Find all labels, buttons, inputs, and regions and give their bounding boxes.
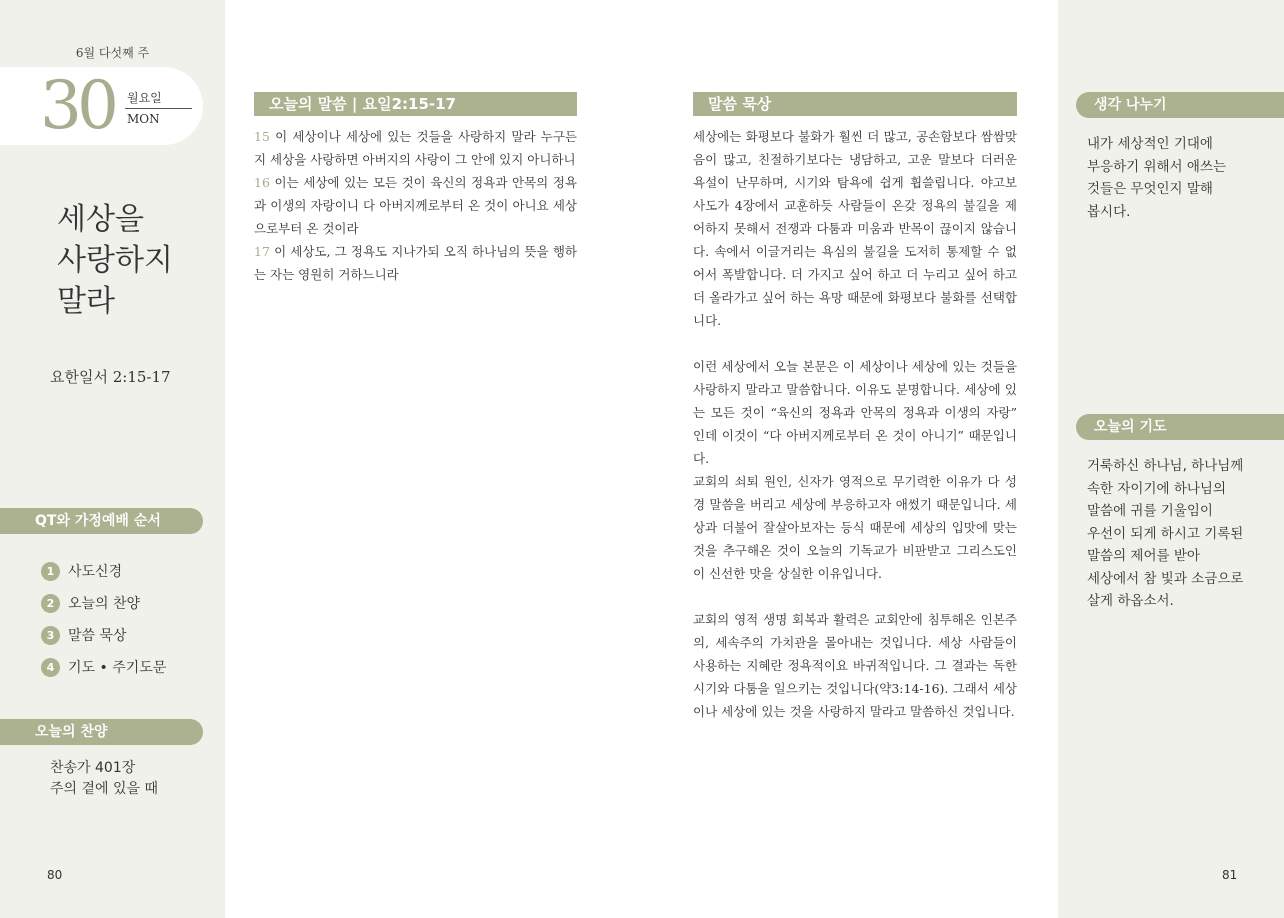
meditation-paragraph: 교회의 쇠퇴 원인, 신자가 영적으로 무기력한 이유가 다 성경 말씀을 버리고 세상에 부응하고자 애썼기 때문입니다. 세상과 더불어 잘살아보자는 등식 때문에 세상의 입맛에 맞는 것을 추구해온 것이 오늘의 기독교가 비판받고 그리스도인이 신선한 맛을 상실한 이유입니다.	[693, 474, 1017, 581]
weekday-english: MON	[127, 112, 160, 126]
verse-text: 이 세상도, 그 정욕도 지나가되 오직 하나님의 뜻을 행하는 자는 영원히 거하느니라	[254, 244, 577, 282]
page-number-left: 80	[47, 868, 63, 882]
verse-text: 이 세상이나 세상에 있는 것들을 사랑하지 말라 누구든지 세상을 사랑하면 아버지의 사랑이 그 안에 있지 아니하니	[254, 129, 577, 167]
scripture-reference: 요한일서 2:15-17	[50, 368, 171, 386]
today-word-header: 오늘의 말씀 | 요일2:15-17	[254, 92, 577, 116]
meditation-paragraph: 세상에는 화평보다 불화가 훨씬 더 많고, 공손함보다 쌈쌈맞음이 많고, 친절하기보다는 냉담하고, 고운 말보다 더러운 욕설이 난무하며, 시기와 탐욕에 쉽게 휩쓸립니다. 야고보 사도가 4장에서 교훈하듯 사람들이 온갖 정욕의 불길을 제어하지 못해서 전쟁과 다툼과 미움과 반목이 끊이지 않습니다. 속에서 이글거리는 욕심의 불길을 도저히 통제할 수 없어서 폭발합니다. 더 가지고 싶어 하고 더 누리고 싶어 하고 더 올라가고 싶어 하는 욕망 때문에 화평보다 불화를 선택합니다.	[693, 129, 1017, 328]
verse-number: 17	[254, 244, 270, 259]
share-text: 내가 세상적인 기대에 부응하기 위해서 애쓰는 것들은 무엇인지 말해 봅시다.	[1087, 136, 1226, 220]
list-item	[41, 619, 166, 651]
order-number-badge: 4	[41, 658, 60, 677]
meditation-paragraph: 이런 세상에서 오늘 본문은 이 세상이나 세상에 있는 것들을 사랑하지 말라고 말씀합니다. 이유도 분명합니다. 세상에 있는 모든 것이 “육신의 정욕과 안목의 정욕과 이생의 자랑” 인데 이것이 “다 아버지께로부터 온 것이 아니기” 때문입니다.	[693, 359, 1017, 466]
prayer-text: 거룩하신 하나님, 하나님께 속한 자이기에 하나님의 말씀에 귀를 기울임이 우선이 되게 하시고 기록된 말씀의 제어를 받아 세상에서 참 빛과 소금으로 살게 하옵소서.	[1087, 458, 1244, 609]
order-item-label: 사도신경	[68, 564, 123, 580]
page-number-right: 81	[1222, 868, 1238, 882]
meditation-paragraph: 교회의 영적 생명 회복과 활력은 교회안에 침투해온 인본주의, 세속주의 가치관을 몰아내는 것입니다. 세상 사람들이 사용하는 지혜란 정욕적이요 바귀적입니다. 그 결과는 독한 시기와 다툼을 일으키는 것입니다(약3:14-16). 그래서 세상이나 세상에 있는 것을 사랑하지 말라고 말씀하신 것입니다.	[693, 612, 1017, 719]
order-item-label: 말씀 묵상	[68, 628, 127, 644]
date-badge	[0, 67, 203, 145]
order-number-badge: 1	[41, 562, 60, 581]
order-item-label: 오늘의 찬양	[68, 596, 141, 612]
hymn-info	[50, 758, 158, 800]
order-list	[41, 555, 166, 683]
verse-number: 15	[254, 129, 270, 144]
hymn-header: 오늘의 찬양	[0, 719, 203, 745]
order-header: QT와 가정예배 순서	[0, 508, 203, 534]
scripture-verses	[254, 125, 577, 286]
verse-text: 이는 세상에 있는 모든 것이 육신의 정욕과 안목의 정욕과 이생의 자랑이니 다 아버지께로부터 온 것이 아니요 세상으로부터 온 것이라	[254, 175, 577, 236]
meditation-body	[693, 125, 1017, 723]
list-item	[41, 555, 166, 587]
meditation-header: 말씀 묵상	[693, 92, 1017, 116]
page-title: 세상을 사랑하지 말라	[57, 202, 173, 319]
order-item-label: 기도 • 주기도문	[68, 660, 167, 676]
order-number-badge: 3	[41, 626, 60, 645]
list-item	[41, 651, 166, 683]
weekday-korean: 월요일	[127, 91, 162, 105]
date-number: 30	[40, 67, 114, 144]
order-number-badge: 2	[41, 594, 60, 613]
verse-number: 16	[254, 175, 270, 190]
hymn-number: 찬송가 401장	[50, 760, 136, 776]
week-label: 6월 다섯째 주	[75, 46, 150, 60]
date-divider	[125, 108, 192, 109]
hymn-title: 주의 곁에 있을 때	[50, 781, 159, 797]
share-header: 생각 나누기	[1076, 92, 1284, 118]
list-item	[41, 587, 166, 619]
prayer-header: 오늘의 기도	[1076, 414, 1284, 440]
